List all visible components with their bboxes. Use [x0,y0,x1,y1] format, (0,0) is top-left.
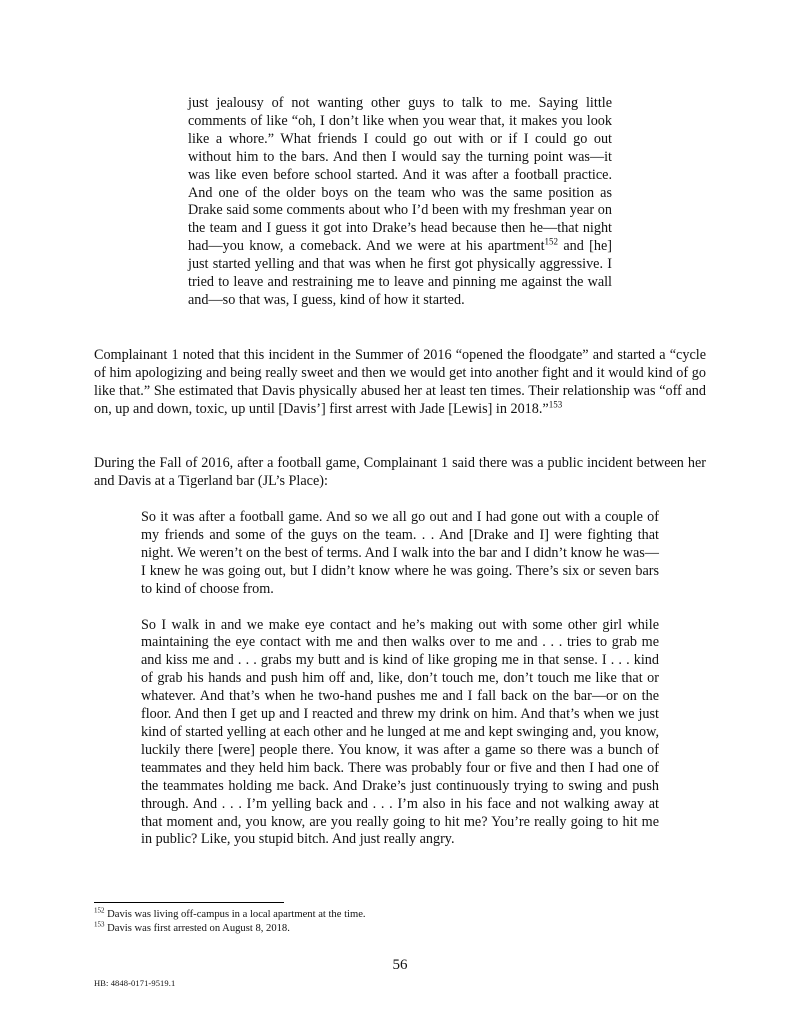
footnote-ref-153[interactable]: 153 [548,398,563,409]
block-quote-1 [188,95,612,310]
body-paragraph-1 [94,347,706,419]
footnote-153-number: 153 [94,920,105,929]
footnote-153 [94,922,706,936]
block-quote-1-paragraph [188,95,612,310]
footnotes [94,908,706,936]
page-number: 56 [392,957,408,973]
block-quote-2-paragraph-2: So I walk in and we make eye contact and he’s making out with some other girl while maintaining the eye contact with me and then walks over to me and . . . tries to grab me and kiss me and . . . grabs my butt and is kind of like groping me in that sense. I . . . kind of grab his hands and push him off and, like, don’t touch me, don’t touch me like that or whatever. And that’s when he two-hand pushes me and I fall back on the bar—or on the floor. And then I get up and I reacted and threw my drink on him. And that’s when we just kind of started yelling at each other and he lunged at me and kept swinging and, you know, luckily there [were] people there. You know, it was after a game so there was a bunch of teammates and they held him back. There was probably four or five and then I had one of the teammates holding me back. And Drake’s just continuously trying to swing and push through. And . . . I’m yelling back and . . . I’m also in his face and not walking away at that moment and, you know, are you really going to hit me? You’re really going to hit me in public? Like, you stupid bitch. And just really angry. [141,616,659,848]
quote1-text-a: just jealousy of not wanting other guys to talk to me. Saying little comments of like “oh, I don’t like when you wear that, it makes you look like a whore.” What friends I could go out with or if I could go out without him to the bars. And then I would say the turning point was—it was like even before school started. And it was after a football practice. And one of the older boys on the team who was the same position as Drake said some comments about who I’d been with my freshman year on the team and I guess it got into Drake’s head because then he—that night had—you know, a comeback. And we were at his apartment [188,95,612,255]
block-quote-2-paragraph-1: So it was after a football game. And so we all go out and I had gone out with a couple of my friends and some of the guys on the team. . . And [Drake and I] were fighting that night. We weren’t on the best of terms. And I walk into the bar and I didn’t know he was—I knew he was going out, but I didn’t know where he was going. There’s six or seven bars to kind of choose from. [141,509,659,597]
footnote-153-text: Davis was first arrested on August 8, 2018. [107,922,290,934]
body-paragraph-2 [94,455,706,491]
footnote-separator [94,902,284,903]
footnote-152 [94,908,706,922]
body2-text: During the Fall of 2016, after a football game, Complainant 1 said there was a public incident between her and Davis at a Tigerland bar (JL’s Place): [94,455,706,489]
quote1-text-b: and [he] just started yelling and that was when he first got physically aggressive. I tried to leave and restraining me to leave and pinning me against the wall and—so that was, I guess, kind of how it started. [188,238,612,308]
footnote-152-text: Davis was living off-campus in a local apartment at the time. [107,909,366,920]
document-id: HB: 4848-0171-9519.1 [94,978,176,988]
footnote-ref-152[interactable]: 152 [544,236,559,247]
footnote-152-number: 152 [94,906,105,915]
body1-text: Complainant 1 noted that this incident in the Summer of 2016 “opened the floodgate” and started a “cycle of him apologizing and being really sweet and then we would get into another fight and it would kind of go like that.” She estimated that Davis physically abused her at least ten times. Their relationship was “off and on, up and down, toxic, up until [Davis’] first arrest with Jade [Lewis] in 2018.” [94,347,706,417]
block-quote-2 [141,509,659,849]
